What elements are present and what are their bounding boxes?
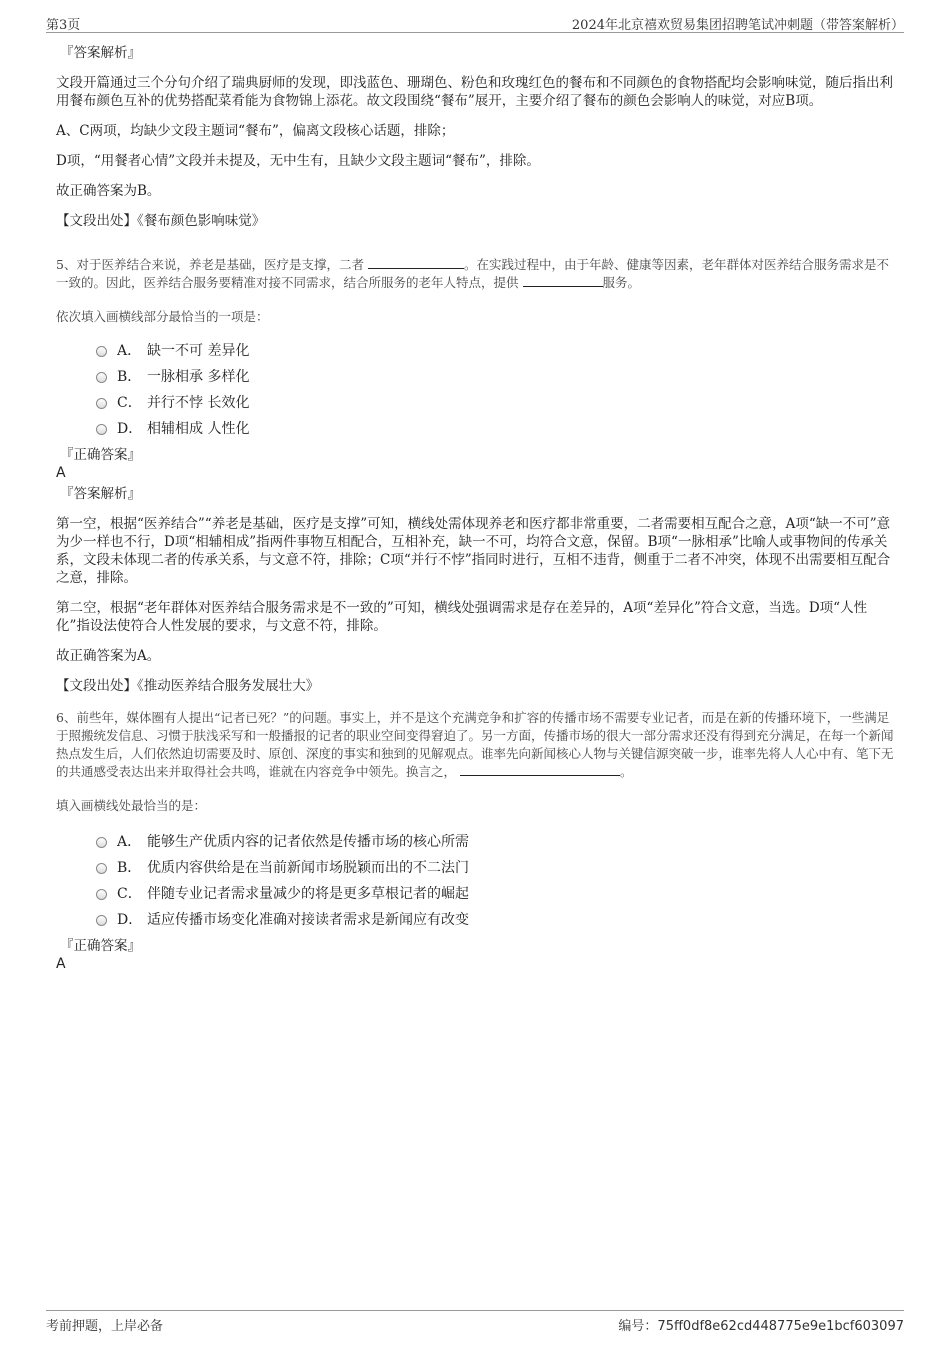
correct-answer-title: 『正确答案』 (60, 447, 141, 463)
page-footer (46, 1310, 904, 1337)
answer-blank (523, 274, 603, 287)
option-c[interactable]: C． 伴随专业记者需求量减少的将是更多草根记者的崛起 (96, 885, 896, 903)
radio-icon[interactable] (96, 915, 107, 926)
option-a[interactable]: A． 能够生产优质内容的记者依然是传播市场的核心所需 (96, 833, 896, 851)
footer-slogan: 考前押题，上岸必备 (46, 1319, 164, 1334)
option-list (56, 342, 896, 438)
radio-icon[interactable] (96, 398, 107, 409)
passage-source: 【文段出处】《推动医养结合服务发展壮大》 (56, 678, 320, 694)
analysis-conclusion: 故正确答案为A。 (56, 648, 161, 664)
page-content (56, 44, 896, 972)
analysis-title: 『答案解析』 (60, 486, 141, 502)
option-d[interactable]: D． 相辅相成 人性化 (96, 420, 896, 438)
radio-icon[interactable] (96, 863, 107, 874)
question-stem: 6、前些年，媒体圈有人提出“记者已死？”的问题。事实上，并不是这个充满竞争和扩容的传播市场不需要专业记者，而是在新的传播环境下，一些满足于照搬统发信息、习惯于肤浅采写和一般播报的记者的职业空间变得窘迫了。另一方面，传播市场的很大一部分需求还没有得到充分满足，在每一个新闻热点发生后，人们依然迫切需要及时、原创、深度的事实和独到的见解观点。谁率先向新闻核心人物与关键信源突破一步，谁率先将人人心中有、笔下无的共通感受表达出来并取得社会共鸣，谁就在内容竞争中领先。换言之， 。 (56, 710, 894, 779)
document-code: 编号：75ff0df8e62cd448775e9e1bcf603097 (618, 1319, 904, 1334)
question-prompt: 填入画横线处最恰当的是： (56, 798, 207, 813)
page-header (46, 12, 904, 33)
radio-icon[interactable] (96, 372, 107, 383)
option-c[interactable]: C． 并行不悖 长效化 (96, 394, 896, 412)
question-prompt: 依次填入画横线部分最恰当的一项是： (56, 309, 269, 324)
correct-answer: A (56, 465, 66, 481)
option-d[interactable]: D． 适应传播市场变化准确对接读者需求是新闻应有改变 (96, 911, 896, 929)
analysis-title: 『答案解析』 (60, 45, 141, 61)
option-a[interactable]: A． 缺一不可 差异化 (96, 342, 896, 360)
correct-answer: A (56, 956, 66, 972)
option-b[interactable]: B． 一脉相承 多样化 (96, 368, 896, 386)
document-title: 2024年北京禧欢贸易集团招聘笔试冲刺题（带答案解析） (571, 18, 904, 33)
radio-icon[interactable] (96, 424, 107, 435)
radio-icon[interactable] (96, 889, 107, 900)
option-list (56, 833, 896, 929)
analysis-conclusion: 故正确答案为B。 (56, 183, 161, 199)
option-b[interactable]: B． 优质内容供给是在当前新闻市场脱颖而出的不二法门 (96, 859, 896, 877)
passage-source: 【文段出处】《餐布颜色影响味觉》 (56, 213, 266, 229)
radio-icon[interactable] (96, 837, 107, 848)
answer-blank (460, 763, 620, 776)
answer-blank (368, 256, 464, 269)
analysis-paragraph: 第二空，根据“老年群体对医养结合服务需求是不一致的”可知，横线处强调需求是存在差异的，A项“差异化”符合文意，当选。D项“人性化”指设法使符合人性发展的要求，与文意不符，排除。 (56, 600, 868, 634)
question-stem: 5、对于医养结合来说，养老是基础，医疗是支撑，二者 。在实践过程中，由于年龄、健康等因素，老年群体对医养结合服务需求是不一致的。因此，医养结合服务要精准对接不同需求，结合所服务的老年人特点，提供 服务。 (56, 257, 889, 290)
correct-answer-title: 『正确答案』 (60, 938, 141, 954)
analysis-paragraph: 文段开篇通过三个分句介绍了瑞典厨师的发现，即浅蓝色、珊瑚色、粉色和玫瑰红色的餐布和不同颜色的食物搭配均会影响味觉，随后指出利用餐布颜色互补的优势搭配菜肴能为食物锦上添花。故文段围绕“餐布”展开，主要介绍了餐布的颜色会影响人的味觉，对应B项。 (56, 75, 893, 109)
analysis-paragraph: A、C两项，均缺少文段主题词“餐布”，偏离文段核心话题，排除； (56, 123, 455, 139)
analysis-paragraph: D项，“用餐者心情”文段并未提及，无中生有，且缺少文段主题词“餐布”，排除。 (56, 153, 540, 169)
radio-icon[interactable] (96, 346, 107, 357)
page-number: 第3页 (46, 18, 81, 33)
analysis-paragraph: 第一空，根据“医养结合”“养老是基础，医疗是支撑”可知，横线处需体现养老和医疗都非常重要，二者需要相互配合之意，A项“缺一不可”意为少一样也不行，D项“相辅相成”指两件事物互相配合，互相补充，缺一不可，均符合文意，保留。B项“一脉相承”比喻人或事物间的传承关系，文段未体现二者的传承关系，与文意不符，排除；C项“并行不悖”指同时进行，互相不违背，侧重于二者不冲突，体现不出需要相互配合之意，排除。 (56, 516, 891, 586)
